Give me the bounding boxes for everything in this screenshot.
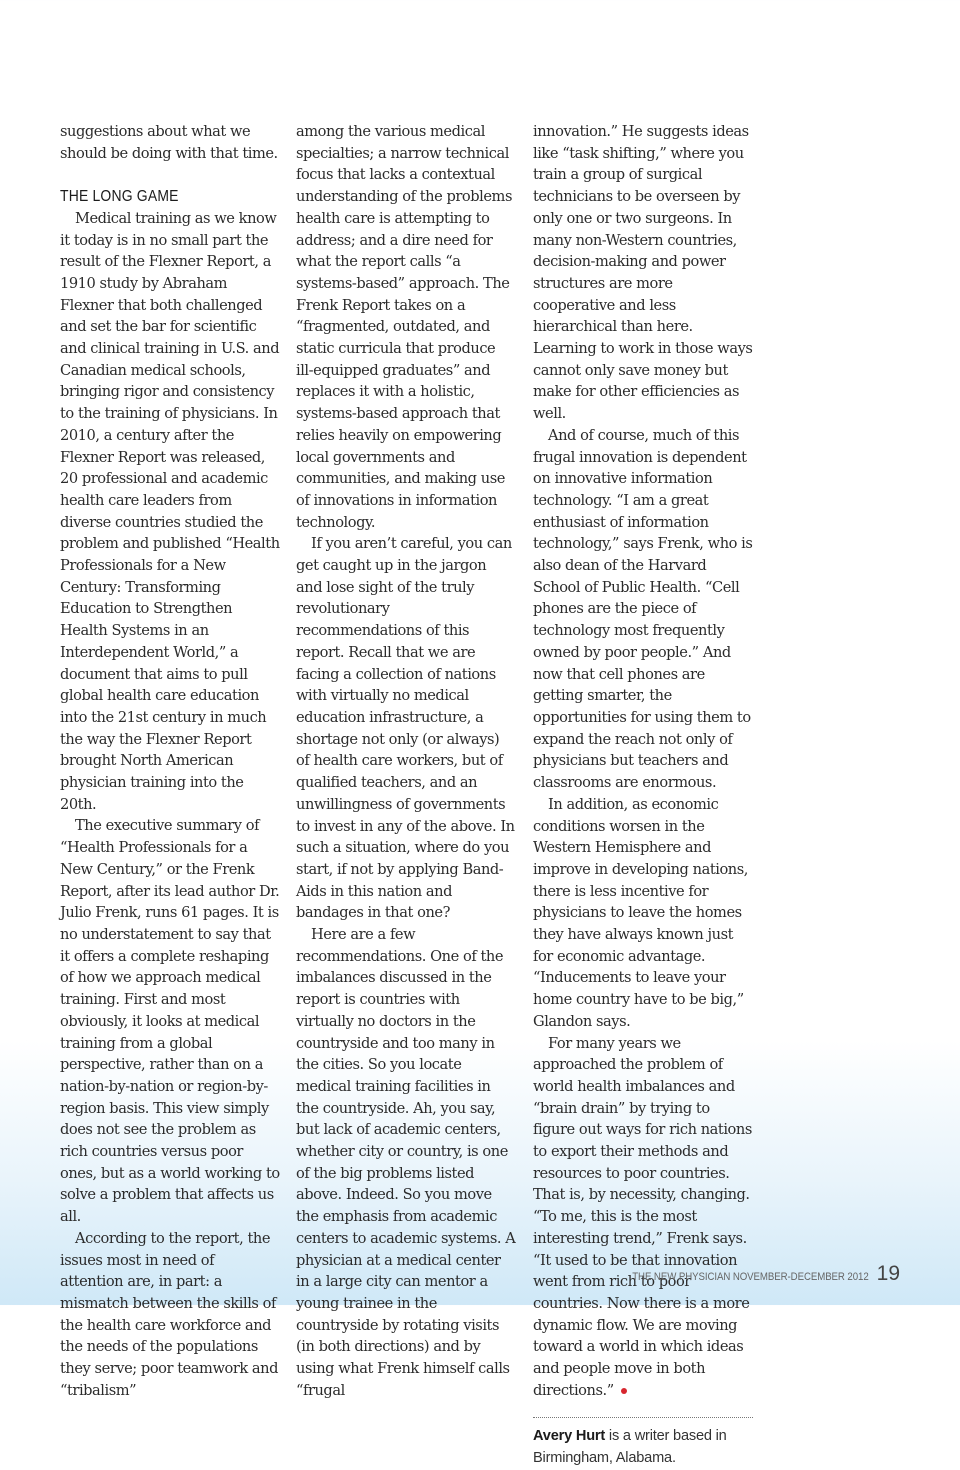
author-bio-text: is a writer based in Birmingham, Alabama.	[533, 1428, 727, 1467]
paragraph: The executive summary of “Health Professionals for a New Century,” or the Frenk Report, after its lead author Dr. Julio Frenk, runs 61 pages. It is no understatement to say that it offers a complete reshaping of how we approach medical training. First and most obviously, it looks at medical training from a global perspective, rather than on a nation-by-nation or region-by-region basis. This view simply does not see the problem as rich countries versus poor ones, but as a world working to solve a problem that affects us all.	[60, 817, 280, 1226]
end-mark-icon	[621, 1388, 627, 1394]
paragraph: If you aren’t careful, you can get caught up in the jargon and lose sight of the truly revolutionary recommendations of this report. Recall that we are facing a collection of nations with virtually no medical education infrastructure, a shortage not only (or always) of health care workers, but of qualified teachers, and an unwillingness of governments to invest in any of the above. In such a situation, where do you start, if not by applying Band-Aids in this nation and bandages in that one?	[296, 535, 515, 922]
paragraph: In addition, as economic conditions worsen in the Western Hemisphere and improve in developing nations, there is less incentive for physicians to leave the homes they have always known just for economic advantage. “Inducements to leave your home country have to be big,” Glandon says.	[533, 795, 748, 1030]
divider	[533, 1417, 753, 1418]
paragraph: Here are a few recommendations. One of the imbalances discussed in the report is countries with virtually no doctors in the countryside and too many in the cities. So you locate medical training facilities in the countryside. Ah, you say, but lack of academic centers, whether city or country, is one of the big problems listed above. Indeed. So you move the emphasis from academic centers to academic systems. A physician at a medical center in a large city can mentor a young trainee in the countryside by rotating visits (in both directions) and by using what Frenk himself calls “frugal	[296, 926, 516, 1399]
paragraph-final	[533, 1033, 753, 1402]
paragraph: innovation.” He suggests ideas like “task shifting,” where you train a group of surgical technicians to be overseen by only one or two surgeons. In many non-Western countries, decision-making and power structures are more cooperative and less hierarchical than here. Learning to work in those ways cannot only save money but make for other efficiencies as well.	[533, 123, 753, 423]
page-footer	[632, 1262, 900, 1286]
paragraph: According to the report, the issues most in need of attention are, in part: a mismatch between the skills of the health care workforce and the needs of the populations they serve; poor teamwork and “tribalism”	[60, 1229, 279, 1399]
page-number: 19	[876, 1262, 900, 1285]
paragraph: And of course, much of this frugal innovation is dependent on innovative information technology. “I am a great enthusiast of information technology,” says Frenk, who is also dean of the Harvard School of Public Health. “Cell phones are the piece of technology most frequently owned by poor people.” And now that cell phones are getting smarter, the opportunities for using them to expand the reach not only of physicians but teachers and classrooms are enormous.	[533, 426, 753, 792]
paragraph: Medical training as we know it today is in no small part the result of the Flexner Report, a 1910 study by Abraham Flexner that both challenged and set the bar for scientific and clinical training in U.S. and Canadian medical schools, bringing rigor and consistency to the training of physicians. In 2010, a century after the Flexner Report was released, 20 professional and academic health care leaders from diverse countries studied the problem and published “Health Professionals for a New Century: Transforming Education to Strengthen Health Systems in an Interdependent World,” a document that aims to pull global health care education into the 21st century in much the way the Flexner Report brought North American physician training into the 20th.	[60, 209, 280, 813]
author-name: Avery Hurt	[533, 1428, 606, 1445]
section-heading: THE LONG GAME	[60, 188, 179, 206]
column-2	[296, 121, 516, 1401]
author-bio	[533, 1426, 753, 1469]
paragraph-text: For many years we approached the problem of world health imbalances and “brain drain” by trying to figure out ways for rich nations to export their methods and resources to poor countries. That is, by necessity, changing. “To me, this is the most interesting trend,” Frenk says. “It used to be that innovation went from rich to poor countries. Now there is a more dynamic flow. We are moving toward a world in which ideas and people move in both directions.”	[533, 1034, 752, 1399]
paragraph: among the various medical specialties; a narrow technical focus that lacks a contextual understanding of the problems health care is attempting to address; and a dire need for what the report calls “a systems-based” approach. The Frenk Report takes on a “fragmented, outdated, and static curricula that produce ill-equipped graduates” and replaces it with a holistic, systems-based approach that relies heavily on empowering local governments and communities, and making use of innovations in information technology.	[296, 123, 512, 531]
magazine-issue: THE NEW PHYSICIAN NOVEMBER-DECEMBER 2012	[632, 1271, 869, 1283]
paragraph: suggestions about what we should be doing with that time.	[60, 123, 278, 162]
column-1	[60, 121, 280, 1401]
